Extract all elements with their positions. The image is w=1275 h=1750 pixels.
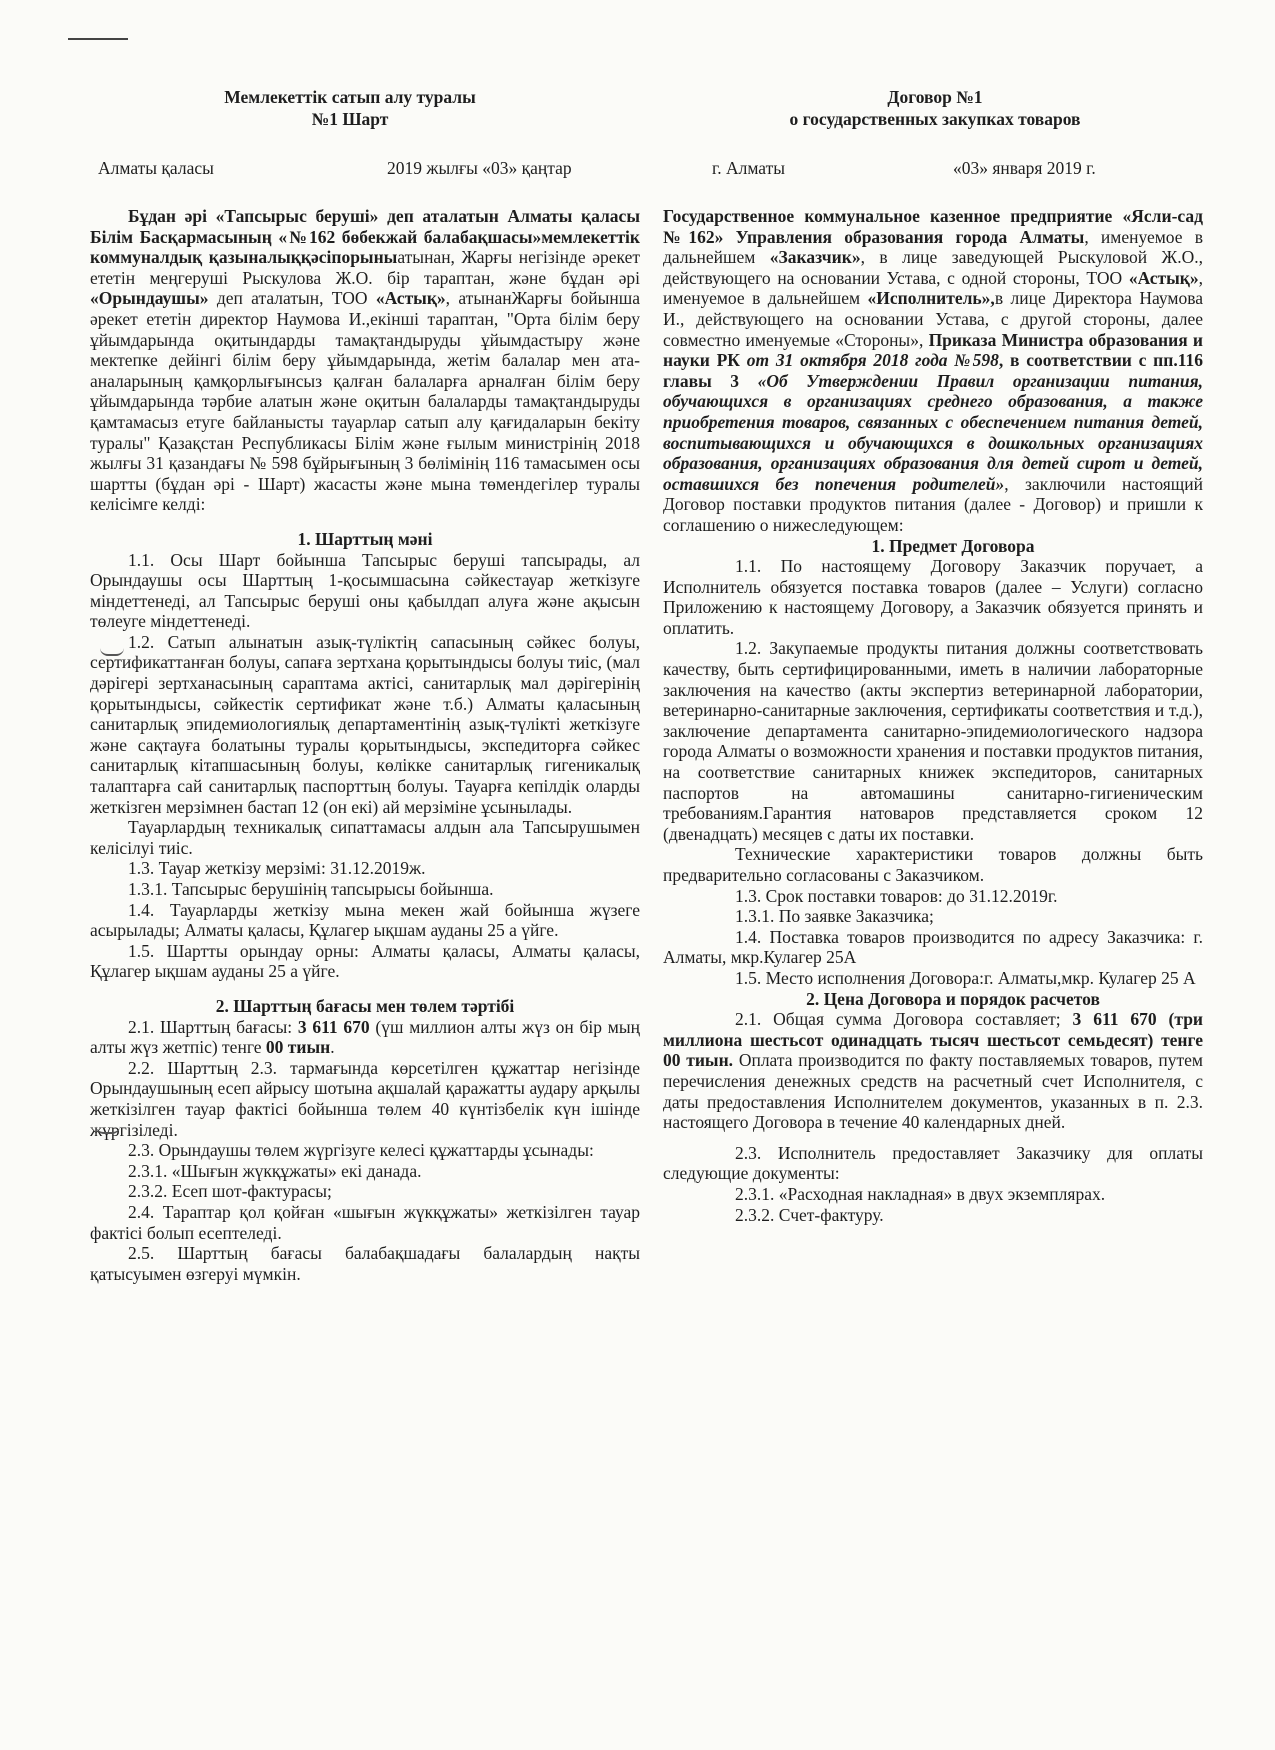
kz-title-line-2: №1 Шарт	[311, 109, 389, 129]
ru-intro-text-5: , заключили настоящий Договор поставки продуктов питания (далее - Договор) и пришли к соглашению о нижеследующем:	[663, 473, 1204, 535]
kz-clause-2-3: 2.3. Орындаушы төлем жүргізуге келесі құжаттарды ұсынады:	[128, 1140, 594, 1161]
ru-intro-bold-6: , в соответствии с пп.116 главы 3	[663, 350, 1203, 391]
ru-contract-tiyn: 00 тиын.	[663, 1050, 734, 1071]
ru-intro-text-3: , именуемое в дальнейшем	[663, 267, 1203, 309]
ru-clause-1-5: 1.5. Место исполнения Договора:г. Алматы,мкр. Кулагер 25 А	[735, 967, 1196, 988]
kz-clause-1-2: 1.2. Сатып алынатын азық-түліктің сапасының сәйкес болуы, сертификаттанған болуы, сапаға зертхана қорытындысы болуы тиіс, (мал дәрігері зертханасының сараптама актісі, санитарлық мал дәрігерінің қорытындысы, сәйкестік сертификат және т.б.) Алматы қаласының санитарлық эпидемиологиялық департаментінің азық-түлікті жеткізуге және сақтауға болатыны туралы қорытындысы, экспедиторға сәйкес санитарлық кітапшасының болуы, көлікке санитарлық гигеникалық талаптарға сай санитарлық паспорттың болуы. Тауарға кепілдік оларды жеткізген мерзімнен бастап 12 (он екі) ай мерзіміне ұсынылады.	[90, 631, 640, 817]
ru-clause-1-4: 1.4. Поставка товаров производится по адресу Заказчика: г. Алматы, мкр.Кулагер 25А	[663, 926, 1203, 968]
ru-intro-text-2: , в лице заведующей Рыскуловой Ж.О., действующего на основании Устава, с одной стороны, ТОО	[663, 247, 1203, 288]
kz-intro-text-2: деп аталатын, ТОО	[208, 288, 376, 309]
ru-date: «03» января 2019 г.	[953, 158, 1096, 178]
ru-clause-tech: Технические характеристики товаров должны быть предварительно согласованы с Заказчиком.	[663, 844, 1203, 885]
ru-intro-bold-4: «Исполнитель»,	[867, 288, 995, 309]
ru-column	[663, 206, 1203, 1225]
kz-clause-1-3: 1.3. Тауар жеткізу мерзімі: 31.12.2019ж.	[128, 858, 426, 879]
ru-intro-bolditalic-1: от 31 октября 2018 года №598	[746, 350, 999, 371]
kz-clause-2-3-1: 2.3.1. «Шығын жүкқұжаты» екі данада.	[128, 1160, 422, 1181]
kz-clause-2-5: 2.5. Шарттың бағасы балабақшадағы балалардың нақты қатысуымен өзгеруі мүмкін.	[90, 1243, 640, 1284]
ru-title-line-2: о государственных закупках товаров	[789, 109, 1081, 129]
kz-clause-2-3-2: 2.3.2. Есеп шот-фактурасы;	[128, 1181, 332, 1202]
ru-2-1-text-2: (три миллиона шестьсот одинадцать тысяч шестьсот семьдесят) тенге	[663, 1009, 1204, 1050]
kz-2-1-text-1: 2.1. Шарттың бағасы:	[128, 1016, 298, 1037]
kz-2-1-text-3: .	[330, 1037, 335, 1058]
ru-clause-2-1	[663, 1009, 1203, 1133]
kz-title-line-1: Мемлекеттік сатып алу туралы	[224, 87, 476, 107]
ru-clause-1-3-1: 1.3.1. По заявке Заказчика;	[735, 906, 934, 927]
ru-2-1-text-1: 2.1. Общая сумма Договора составляет;	[735, 1009, 1073, 1030]
kz-section-2-title: 2. Шарттың бағасы мен төлем тәртібі	[215, 995, 515, 1016]
kz-clause-tech: Тауарлардың техникалық сипаттамасы алдын ала Тапсырушымен келісілуі тиіс.	[90, 817, 640, 858]
ru-contract-sum: 3 611 670	[1072, 1009, 1157, 1030]
ru-intro	[663, 206, 1203, 536]
kz-intro-text-1: атынан, Жарғы негізінде әрекет ететін меңгеруші Рыскулова Ж.О. бір тараптан, және бұдан әрі	[90, 247, 640, 288]
kz-intro	[90, 206, 640, 515]
kz-clause-1-5: 1.5. Шартты орындау орны: Алматы қаласы, Алматы қаласы, Құлагер ықшам ауданы 25 а үйге.	[90, 940, 640, 982]
ru-section-2-title: 2. Цена Договора и порядок расчетов	[806, 988, 1100, 1009]
ru-clause-2-3: 2.3. Исполнитель предоставляет Заказчику для оплаты следующие документы:	[663, 1142, 1203, 1184]
kz-section-1-title: 1. Шарттың мәні	[297, 528, 433, 549]
kz-contract-sum: 3 611 670	[297, 1016, 370, 1037]
kz-title	[90, 86, 610, 130]
ru-2-1-text-3: Оплата производится по факту поставляемых товаров, путем перечисления денежных средств на расчетный счет Исполнителя, с даты предоставления Исполнителем документов, указанных в п. 2.3. настоящего Договора в течение 40 календарных дней.	[663, 1050, 1203, 1133]
ru-title	[665, 86, 1205, 130]
kz-clause-2-2: 2.2. Шарттың 2.3. тармағында көрсетілген құжаттар негізінде Орындаушының есеп айрысу шотына ақшалай қаражатты аудару арқылы жеткізілген тауар фактісі бойынша төлем 40 күнтізбелік күн ішінде жүргізіледі.	[90, 1057, 640, 1140]
kz-intro-text-3: , атынанЖарғы бойынша әрекет ететін директор Наумова И.,екінші тараптан, "Орта білім беру ұйымдарында оқитындарды тамақтандыруды ұйымдастыру және мектепке дейінгі білім беру ұйымдарында, жетім балалар мен ата-аналарының қамқорлығынсыз қалған балаларға арналған білім беру ұйымдарында тәрбие алатын және оқитын балаларды тамақтандыруды қамтамасыз етуге байланысты тауарлар сатып алу қағидаларын бекіту туралы" Қазақстан Республикасы Білім және ғылым министрінің 2018 жылғы 31 қазандағы № 598 бұйрығының 3 бөлімінің 116 тамасымен осы шартты (бұдан әрі - Шарт) жасасты және мына төмендегілер туралы келісімге келді:	[90, 288, 640, 515]
ru-intro-bolditalic-2: «Об Утверждении Правил организации питания, обучающихся в организациях среднего образования, а также приобретения товаров, связанных с обеспечением питания детей, воспитывающихся и обучающихся в дошкольных организациях образования, организациях образования для детей сирот и детей, оставшихся без попечения родителей»	[663, 370, 1203, 494]
ru-city: г. Алматы	[712, 158, 785, 178]
top-rule	[68, 38, 128, 40]
ru-clause-1-2: 1.2. Закупаемые продукты питания должны соответствовать качеству, быть сертифицированными, иметь в наличии лабораторные заключения на качество (акты экспертиз ветеринарной лаборатории, ветеринарно-санитарные заключения, сертификаты соответствия и т.д.), заключение департамента санитарно-эпидемиологического надзора города Алматы о возможности хранения и поставки продуктов питания, на соответствие санитарных книжек экспедиторов, санитарных паспортов на автомашины санитарно-гигиеническим требованиям.Гарантия натоваров представляется сроком 12 (двенадцать) месяцев с даты их поставки.	[663, 638, 1203, 844]
ru-intro-text-1: , именуемое в дальнейшем	[663, 226, 1203, 268]
kz-clause-1-1: 1.1. Осы Шарт бойынша Тапсырыс беруші тапсырады, ал Орындаушы осы Шарттың 1-қосымшасына сәйкестауар жеткізуге міндеттенеді, ал Тапсырыс беруші оны қабылдап алуға және ақысын төлеуге міндеттенеді.	[90, 549, 640, 632]
ru-title-line-1: Договор №1	[887, 87, 983, 107]
ru-intro-bold-2: «Заказчик»	[769, 247, 861, 268]
kz-date: 2019 жылғы «03» қаңтар	[387, 158, 572, 178]
ru-clause-2-3-2: 2.3.2. Счет-фактуру.	[735, 1204, 884, 1225]
ru-clause-1-3: 1.3. Срок поставки товаров: до 31.12.2019г.	[735, 885, 1058, 906]
kz-clause-1-4: 1.4. Тауарларды жеткізу мына мекен жай бойынша жүзеге асырылады; Алматы қаласы, Құлагер ықшам ауданы 25 а үйге.	[90, 899, 640, 941]
ru-clause-1-1: 1.1. По настоящему Договору Заказчик поручает, а Исполнитель обязуется поставка товаров (далее – Услуги) согласно Приложению к настоящему Договору, а Заказчик обязуется принять и оплатить.	[663, 556, 1203, 638]
kz-clause-2-1	[90, 1017, 640, 1058]
ru-section-1-title: 1. Предмет Договора	[871, 535, 1035, 556]
kz-intro-bold-2: «Орындаушы»	[90, 288, 209, 309]
kz-intro-bold-1: Бұдан әрі «Тапсырыс беруші» деп аталатын Алматы қаласы Білім Басқармасының «№162 бөбекжай балабақшасы»мемлекеттік коммуналдық қазыналыққәсіпорыны	[90, 206, 640, 268]
ru-clause-2-3-1: 2.3.1. «Расходная накладная» в двух экземплярах.	[735, 1183, 1106, 1204]
ru-intro-bold-1: Государственное коммунальное казенное предприятие «Ясли-сад №162» Управления образования города Алматы	[663, 206, 1203, 247]
kz-contract-tiyn: 00 тиын	[265, 1037, 331, 1058]
ru-intro-text-4: в лице Директора Наумова И., действующего на основании Устава, с другой стороны, далее совместно именуемые «Стороны»,	[663, 288, 1203, 350]
ru-intro-bold-5: Приказа Министра образования и науки РК	[663, 329, 1204, 371]
ru-intro-bold-3: «Астық»	[1128, 267, 1199, 288]
kz-column	[90, 206, 640, 1284]
kz-city: Алматы қаласы	[98, 158, 214, 178]
kz-2-1-text-2: (үш миллион алты жүз он бір мың алты жүз жетпіс) тенге	[90, 1016, 640, 1058]
kz-clause-2-4: 2.4. Тараптар қол қойған «шығын жүкқұжаты» жеткізілген тауар фактісі болып есептеледі.	[90, 1201, 640, 1243]
kz-clause-1-3-1: 1.3.1. Тапсырыс берушінің тапсырысы бойынша.	[128, 879, 494, 899]
kz-intro-bold-3: «Астық»	[375, 288, 446, 309]
